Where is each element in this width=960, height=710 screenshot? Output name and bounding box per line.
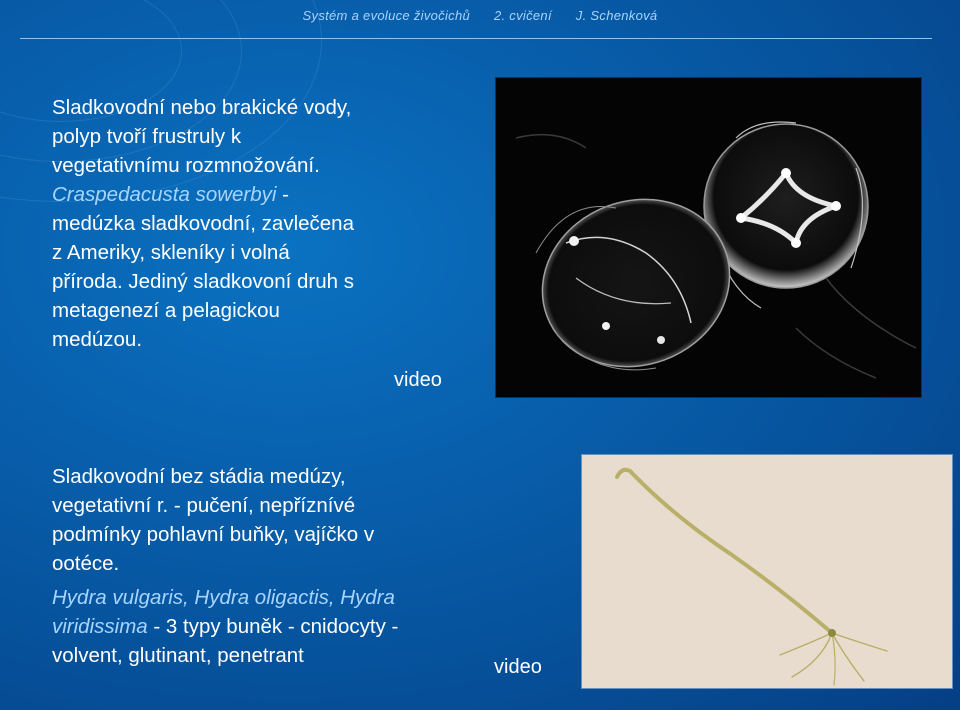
text-line: příroda. Jediný sladkovoní druh s (52, 270, 354, 293)
exercise-label: 2. cvičení (493, 8, 552, 23)
text-line: metagenezí a pelagickou (52, 299, 280, 322)
species-name: viridissima (52, 615, 148, 638)
text-line: ootéce. (52, 552, 120, 575)
text-line: Hydra vulgaris, Hydra oligactis, Hydra (52, 586, 395, 609)
course-title: Systém a evoluce živočichů (302, 8, 471, 23)
slide-header (0, 8, 960, 23)
jellyfish-photo (495, 77, 922, 398)
text-line: vegetativní r. - pučení, nepříznívé (52, 494, 356, 517)
text-line: medúzka sladkovodní, zavlečena (52, 212, 354, 235)
text-line: Sladkovodní bez stádia medúzy, (52, 465, 346, 488)
text-line: polyp tvoří frustruly k (52, 125, 242, 148)
text-line (52, 180, 472, 209)
text-line: podmínky pohlavní buňky, vajíčko v (52, 523, 375, 546)
text-line: z Ameriky, skleníky i volná (52, 241, 290, 264)
author-name: J. Schenková (575, 8, 658, 23)
video-link-hydra[interactable]: video (494, 656, 542, 678)
text-line: Sladkovodní nebo brakické vody, (52, 96, 352, 119)
text-line: medúzou. (52, 328, 143, 351)
text-line: vegetativnímu rozmnožování. (52, 154, 320, 177)
jellyfish-illustration (496, 78, 921, 397)
text-line: volvent, glutinant, penetrant (52, 644, 304, 667)
hydra-text-block (52, 462, 522, 670)
text-fragment: - (276, 183, 290, 206)
text-fragment: - 3 typy buněk - cnidocyty - (147, 615, 399, 638)
text-line (52, 612, 522, 641)
craspedacusta-text-block (52, 93, 472, 354)
hydra-illustration (582, 455, 952, 688)
video-link-jellyfish[interactable]: video (394, 369, 442, 391)
hydra-photo (581, 454, 953, 689)
header-divider (20, 38, 932, 39)
species-name: Craspedacusta sowerbyi (52, 183, 277, 206)
